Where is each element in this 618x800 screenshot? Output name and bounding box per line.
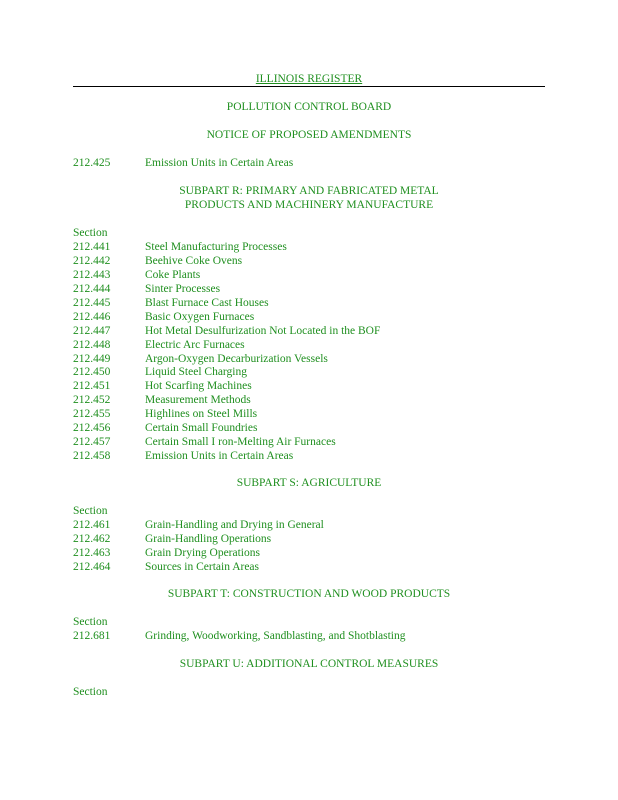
section-title: Grinding, Woodworking, Sandblasting, and Shotblasting <box>145 630 406 642</box>
section-row <box>73 518 324 532</box>
section-row <box>73 435 380 449</box>
board-name: POLLUTION CONTROL BOARD <box>226 101 392 113</box>
section-title: Sources in Certain Areas <box>145 560 260 573</box>
section-row <box>73 268 380 282</box>
section-number: 212.448 <box>73 338 111 351</box>
section-row <box>73 379 380 393</box>
register-header <box>73 72 545 87</box>
subpart-r-title-line1: SUBPART R: PRIMARY AND FABRICATED METAL <box>179 185 439 197</box>
section-row <box>73 449 380 463</box>
section-row <box>73 546 324 560</box>
section-row <box>73 240 380 254</box>
section-number: 212.456 <box>73 422 111 435</box>
section-number: 212.425 <box>73 157 111 169</box>
subpart-t-section-label: Section <box>73 616 108 628</box>
section-number: 212.446 <box>73 310 111 323</box>
subpart-u-section-label: Section <box>73 686 108 698</box>
section-title: Blast Furnace Cast Houses <box>145 296 269 309</box>
section-number: 212.443 <box>73 268 111 281</box>
section-title: Emission Units in Certain Areas <box>145 157 294 169</box>
top-entry <box>73 156 293 170</box>
section-row <box>73 296 380 310</box>
section-number: 212.444 <box>73 282 111 295</box>
section-number: 212.449 <box>73 352 111 365</box>
section-number: 212.462 <box>73 532 111 545</box>
section-number: 212.464 <box>73 560 111 573</box>
section-number: 212.442 <box>73 254 111 267</box>
section-number: 212.445 <box>73 296 111 309</box>
subpart-s-list <box>73 518 324 574</box>
section-row <box>73 560 324 574</box>
section-number: 212.455 <box>73 408 111 421</box>
section-number: 212.458 <box>73 450 111 463</box>
section-number: 212.457 <box>73 436 111 449</box>
section-title: Emission Units in Certain Areas <box>145 450 294 463</box>
section-row <box>73 365 380 379</box>
section-title: Grain-Handling Operations <box>145 532 272 545</box>
subpart-s-title: SUBPART S: AGRICULTURE <box>236 477 382 489</box>
section-title: Basic Oxygen Furnaces <box>145 310 255 323</box>
section-row <box>73 282 380 296</box>
section-row <box>73 310 380 324</box>
section-title: Certain Small I ron-Melting Air Furnaces <box>145 436 336 449</box>
section-number: 212.450 <box>73 366 111 379</box>
subpart-r-section-label: Section <box>73 227 108 239</box>
section-number: 212.447 <box>73 324 111 337</box>
subpart-u-title: SUBPART U: ADDITIONAL CONTROL MEASURES <box>179 658 439 670</box>
section-number: 212.451 <box>73 380 111 393</box>
section-row <box>73 254 380 268</box>
subpart-r-title-line2: PRODUCTS AND MACHINERY MANUFACTURE <box>184 199 434 211</box>
register-title: ILLINOIS REGISTER <box>255 73 363 85</box>
notice-title: NOTICE OF PROPOSED AMENDMENTS <box>206 129 412 141</box>
section-title: Steel Manufacturing Processes <box>145 241 287 253</box>
subpart-r-list <box>73 240 380 463</box>
section-row <box>73 532 324 546</box>
section-title: Hot Metal Desulfurization Not Located in the BOF <box>145 324 381 337</box>
section-title: Grain Drying Operations <box>145 546 260 559</box>
section-title: Grain-Handling and Drying in General <box>145 519 324 531</box>
section-title: Certain Small Foundries <box>145 422 258 435</box>
section-title: Measurement Methods <box>145 394 251 407</box>
section-row <box>73 393 380 407</box>
section-row <box>73 338 380 352</box>
section-title: Beehive Coke Ovens <box>145 254 243 267</box>
section-title: Hot Scarfing Machines <box>145 380 252 393</box>
subpart-t-title: SUBPART T: CONSTRUCTION AND WOOD PRODUCTS <box>167 588 451 600</box>
subpart-t-list <box>73 629 405 643</box>
section-row <box>73 352 380 366</box>
section-row <box>73 421 380 435</box>
section-number: 212.461 <box>73 519 111 531</box>
section-row <box>73 407 380 421</box>
section-title: Coke Plants <box>145 268 201 281</box>
section-title: Argon-Oxygen Decarburization Vessels <box>145 352 328 365</box>
section-row <box>73 324 380 338</box>
section-title: Liquid Steel Charging <box>145 366 248 379</box>
subpart-s-section-label: Section <box>73 505 108 517</box>
section-title: Highlines on Steel Mills <box>145 408 258 421</box>
section-number: 212.452 <box>73 394 111 407</box>
section-number: 212.681 <box>73 630 111 642</box>
section-row <box>73 629 405 643</box>
section-number: 212.441 <box>73 241 111 253</box>
section-title: Electric Arc Furnaces <box>145 338 245 351</box>
section-number: 212.463 <box>73 546 111 559</box>
section-title: Sinter Processes <box>145 282 221 295</box>
